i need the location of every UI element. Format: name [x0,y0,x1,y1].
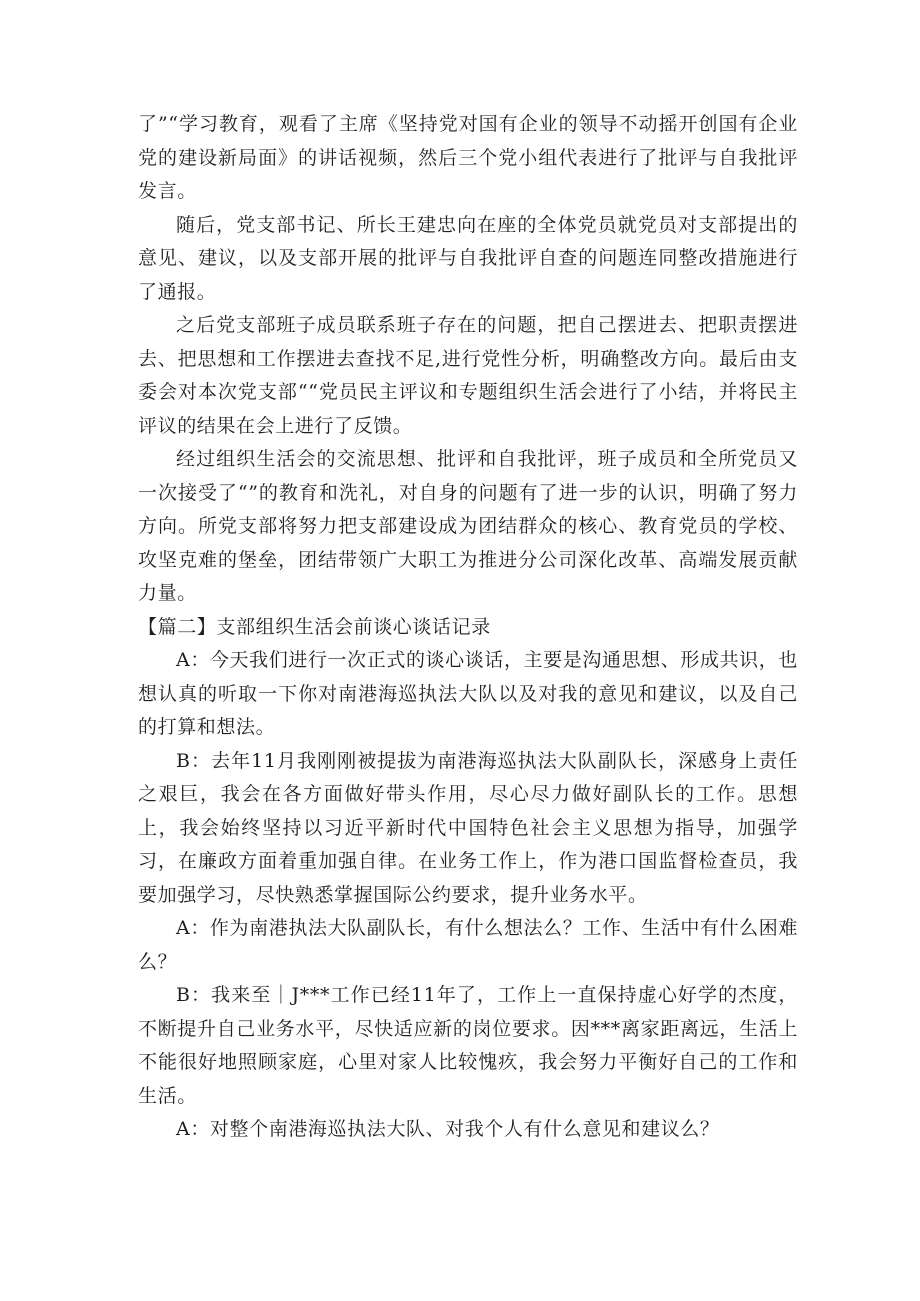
paragraph-analysis: 之后党支部班子成员联系班子存在的问题，把自己摆进去、把职责摆进去、把思想和工作摆进去查找不足,进行党性分析，明确整改方向。最后由支委会对本次党支部““党员民主评议和专题组织生活会进行了小结，并将民主评议的结果在会上进行了反馈。 [138,314,798,437]
section-heading: 【篇二】支部组织生活会前谈心谈话记录 [138,615,491,638]
dialogue-line: A：今天我们进行一次正式的谈心谈话，主要是沟通思想、形成共识，也想认真的听取一下你对南港海巡执法大队以及对我的意见和建议，以及自己的打算和想法。 [138,649,798,738]
dialogue-line: B：我来至｜J***工作已经11年了，工作上一直保持虚心好学的杰度，不断提升自己业务水平，尽快适应新的岗位要求。因***离家距离远，生活上不能很好地照顾家庭，心里对家人比较愧疚，我会努力平衡好自己的工作和生活。 [138,984,798,1107]
paragraph-summary: 经过组织生活会的交流思想、批评和自我批评，班子成员和全所党员又一次接受了“”的教育和洗礼，对自身的问题有了进一步的认识，明确了努力方向。所党支部将努力把支部建设成为团结群众的核心、教育党员的学校、攻坚克难的堡垒，团结带领广大职工为推进分公司深化改革、高端发展贡献力量。 [138,448,798,604]
dialogue-line: B：去年11月我刚刚被提拔为南港海巡执法大队副队长，深感身上责任之艰巨，我会在各方面做好带头作用，尽心尽力做好副队长的工作。思想上，我会始终坚持以习近平新时代中国特色社会主义思想为指导，加强学习，在廉政方面着重加强自律。在业务工作上，作为港口国监督检查员，我要加强学习，尽快熟悉掌握国际公约要求，提升业务水平。 [138,749,798,906]
document-page [138,108,798,1147]
paragraph-report: 随后，党支部书记、所长王建忠向在座的全体党员就党员对支部提出的意见、建议，以及支部开展的批评与自我批评自查的问题连同整改措施进行了通报。 [138,213,798,303]
paragraph-continued: 了”“学习教育，观看了主席《坚持党对国有企业的领导不动摇开创国有企业党的建设新局面》的讲话视频，然后三个党小组代表进行了批评与自我批评发言。 [138,113,798,202]
dialogue-line: A：对整个南港海巡执法大队、对我个人有什么意见和建议么？ [176,1118,720,1140]
dialogue-line: A：作为南港执法大队副队长，有什么想法么？工作、生活中有什么困难么？ [138,917,798,973]
